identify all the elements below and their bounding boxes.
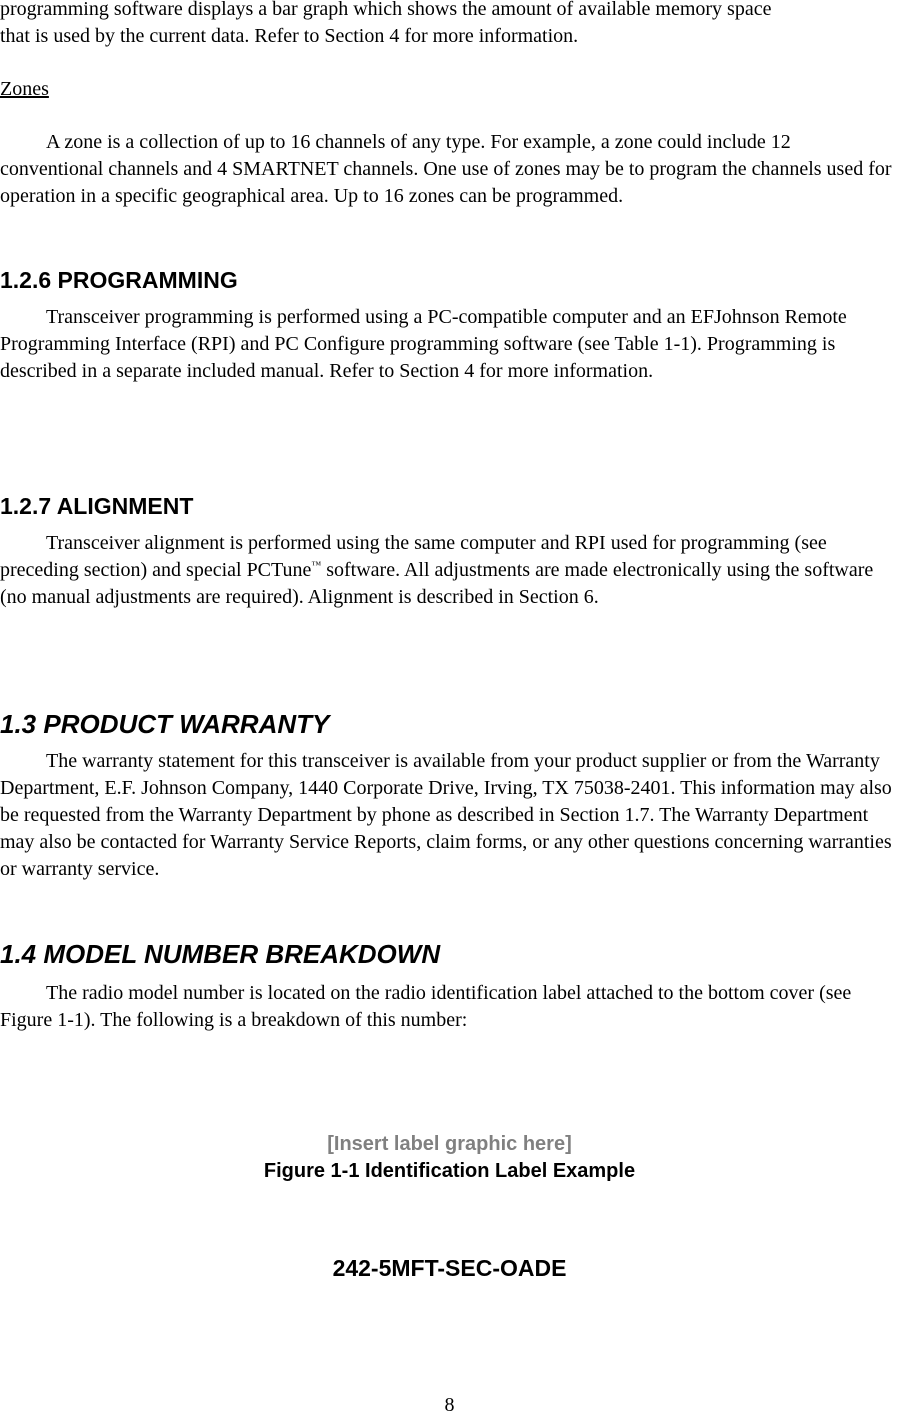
model-number: 242-5MFT-SEC-OADE — [332, 1255, 567, 1281]
warranty-body: The warranty statement for this transceiver is available from your product supplier or from the Warranty Department, E.F. Johnson Company, 1440 Corporate Drive, Irving, TX 75038-2401. This information may also be requested from the Warranty Department by phone as described in Section 1.7. The Warranty Department may also be contacted for Warranty Service Reports, claim forms, or any other questions concerning warranties or warranty service. — [0, 750, 892, 880]
figure-placeholder: [Insert label graphic here] — [327, 1133, 572, 1155]
intro-paragraph — [0, 0, 899, 50]
intro-line-2: that is used by the current data. Refer to Section 4 for more information. — [0, 25, 579, 47]
programming-paragraph — [0, 304, 899, 385]
alignment-body-end: software. All adjustments are made electronically using the software (no manual adjustments are required). Alignment is described in Section 6. — [0, 559, 874, 608]
intro-line-1: programming software displays a bar graph which shows the amount of available memory space — [0, 0, 772, 20]
alignment-body-start: Transceiver alignment is performed using the same computer and RPI used for programming (see preceding section) and special PCTune — [0, 532, 827, 581]
zones-body: A zone is a collection of up to 16 channels of any type. For example, a zone could include 12 conventional channels and 4 SMARTNET channels. One use of zones may be to program the channels used for operation in a specific geographical area. Up to 16 zones can be programmed. — [0, 131, 892, 207]
alignment-body — [0, 530, 899, 611]
programming-heading: 1.2.6 PROGRAMMING — [0, 267, 238, 293]
zones-heading — [0, 76, 899, 103]
zones-heading-text: Zones — [0, 78, 49, 100]
model-breakdown-heading: 1.4 MODEL NUMBER BREAKDOWN — [0, 939, 441, 969]
warranty-paragraph — [0, 748, 899, 883]
alignment-paragraph — [0, 530, 899, 611]
figure-caption: Figure 1-1 Identification Label Example — [263, 1160, 636, 1182]
model-breakdown-body: The radio model number is located on the radio identification label attached to the bottom cover (see Figure 1-1). The following is a breakdown of this number: — [0, 982, 852, 1031]
programming-body: Transceiver programming is performed using a PC-compatible computer and an EFJohnson Remote Programming Interface (RPI) and PC Configure programming software (see Table 1-1). Programming is described in a separate included manual. Refer to Section 4 for more information. — [0, 306, 847, 382]
alignment-heading: 1.2.7 ALIGNMENT — [0, 493, 194, 519]
trademark-symbol: ™ — [311, 560, 322, 571]
page-number: 8 — [444, 1394, 455, 1416]
warranty-heading: 1.3 PRODUCT WARRANTY — [0, 709, 330, 739]
zones-paragraph — [0, 129, 899, 210]
model-breakdown-paragraph — [0, 980, 899, 1034]
